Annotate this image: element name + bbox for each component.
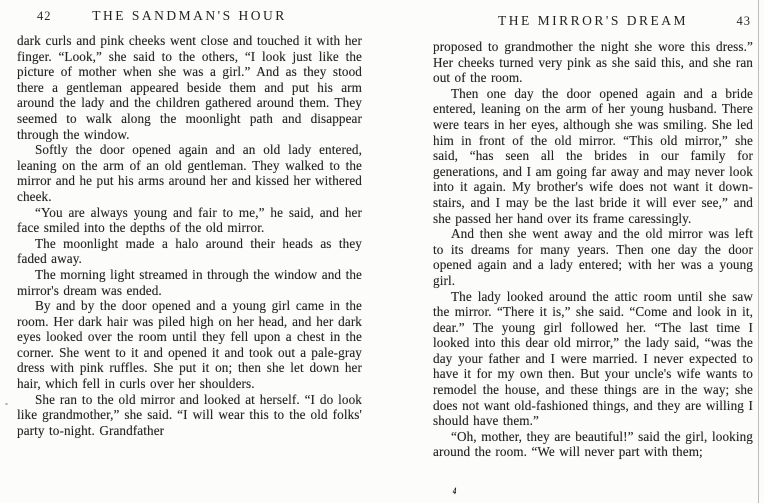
paragraph: “Oh, mother, they are beautiful!” said the girl, looking around the room. “We will never part with them; <box>433 428 753 460</box>
ink-speck <box>5 403 8 405</box>
right-text-column <box>433 39 753 460</box>
left-page <box>17 0 362 438</box>
printer-signature-mark: 4 <box>452 485 457 498</box>
left-text-column <box>17 33 362 438</box>
left-page-number: 42 <box>37 9 52 23</box>
paragraph: The moonlight made a halo around their heads as they faded away. <box>17 235 362 267</box>
paragraph: She ran to the old mirror and looked at herself. “I do look like grandmother,” she said. “I will wear this to the old folks' party to-night. Grandfather <box>17 391 362 438</box>
paragraph: Softly the door opened again and an old lady entered, leaning on the arm of an old gentleman. They walked to the mirror and he put his arms around her and kissed her withered cheek. <box>17 142 362 204</box>
right-running-title: THE MIRROR'S DREAM <box>498 13 688 28</box>
right-page <box>433 0 753 460</box>
paragraph: proposed to grandmother the night she wore this dress.” Her cheeks turned very pink as she said this, and she ran out of the room. <box>433 39 753 86</box>
paragraph: And then she went away and the old mirror was left to its dreams for many years. Then one day the door opened again and a lady entered; with her was a young girl. <box>433 226 753 288</box>
right-page-number: 43 <box>736 14 751 28</box>
left-page-header <box>17 8 362 24</box>
paragraph: Then one day the door opened again and a bride entered, leaning on the arm of her young husband. There were tears in her eyes, although she was smiling. She led him in front of the old mirror. “This old mirror,” she said, “has seen all the brides in our family for generations, and I am going far away and may never look into it again. My brother's wife does not want it down-stairs, and I may be the last bride it will ever see,” and she passed her hand over its frame caressingly. <box>433 85 753 226</box>
paragraph: “You are always young and fair to me,” he said, and her face smiled into the depths of the old mirror. <box>17 204 362 236</box>
right-page-header <box>433 13 753 29</box>
paragraph: The morning light streamed in through the window and the mirror's dream was ended. <box>17 266 362 298</box>
paragraph: The lady looked around the attic room until she saw the mirror. “There it is,” she said. “Come and look in it, dear.” The young girl followed her. “The last time I looked into this dear old mirror,” the lady said, “was the day your father and I were married. I never expected to have it for my own then. But your uncle's wife wants to remodel the house, and these things are in the way; she does not want old-fashioned things, and they are willing I should have them.” <box>433 288 753 429</box>
paragraph: By and by the door opened and a young girl came in the room. Her dark hair was piled high on her head, and her dark eyes looked over the room until they fell upon a chest in the corner. She went to it and opened it and took out a pale-gray dress with pink ruffles. She put it on; then she let down her hair, which fell in curls over her shoulders. <box>17 298 362 392</box>
page-edge-shadow <box>758 0 759 503</box>
paragraph: dark curls and pink cheeks went close and touched it with her finger. “Look,” she said to the others, “I look just like the picture of mother when she was a girl.” And as they stood there a gentleman appeared beside them and put his arm around the lady and the children gathered around them. They seemed to walk along the moonlight path and disappear through the window. <box>17 33 362 142</box>
left-running-title: THE SANDMAN'S HOUR <box>92 8 287 23</box>
